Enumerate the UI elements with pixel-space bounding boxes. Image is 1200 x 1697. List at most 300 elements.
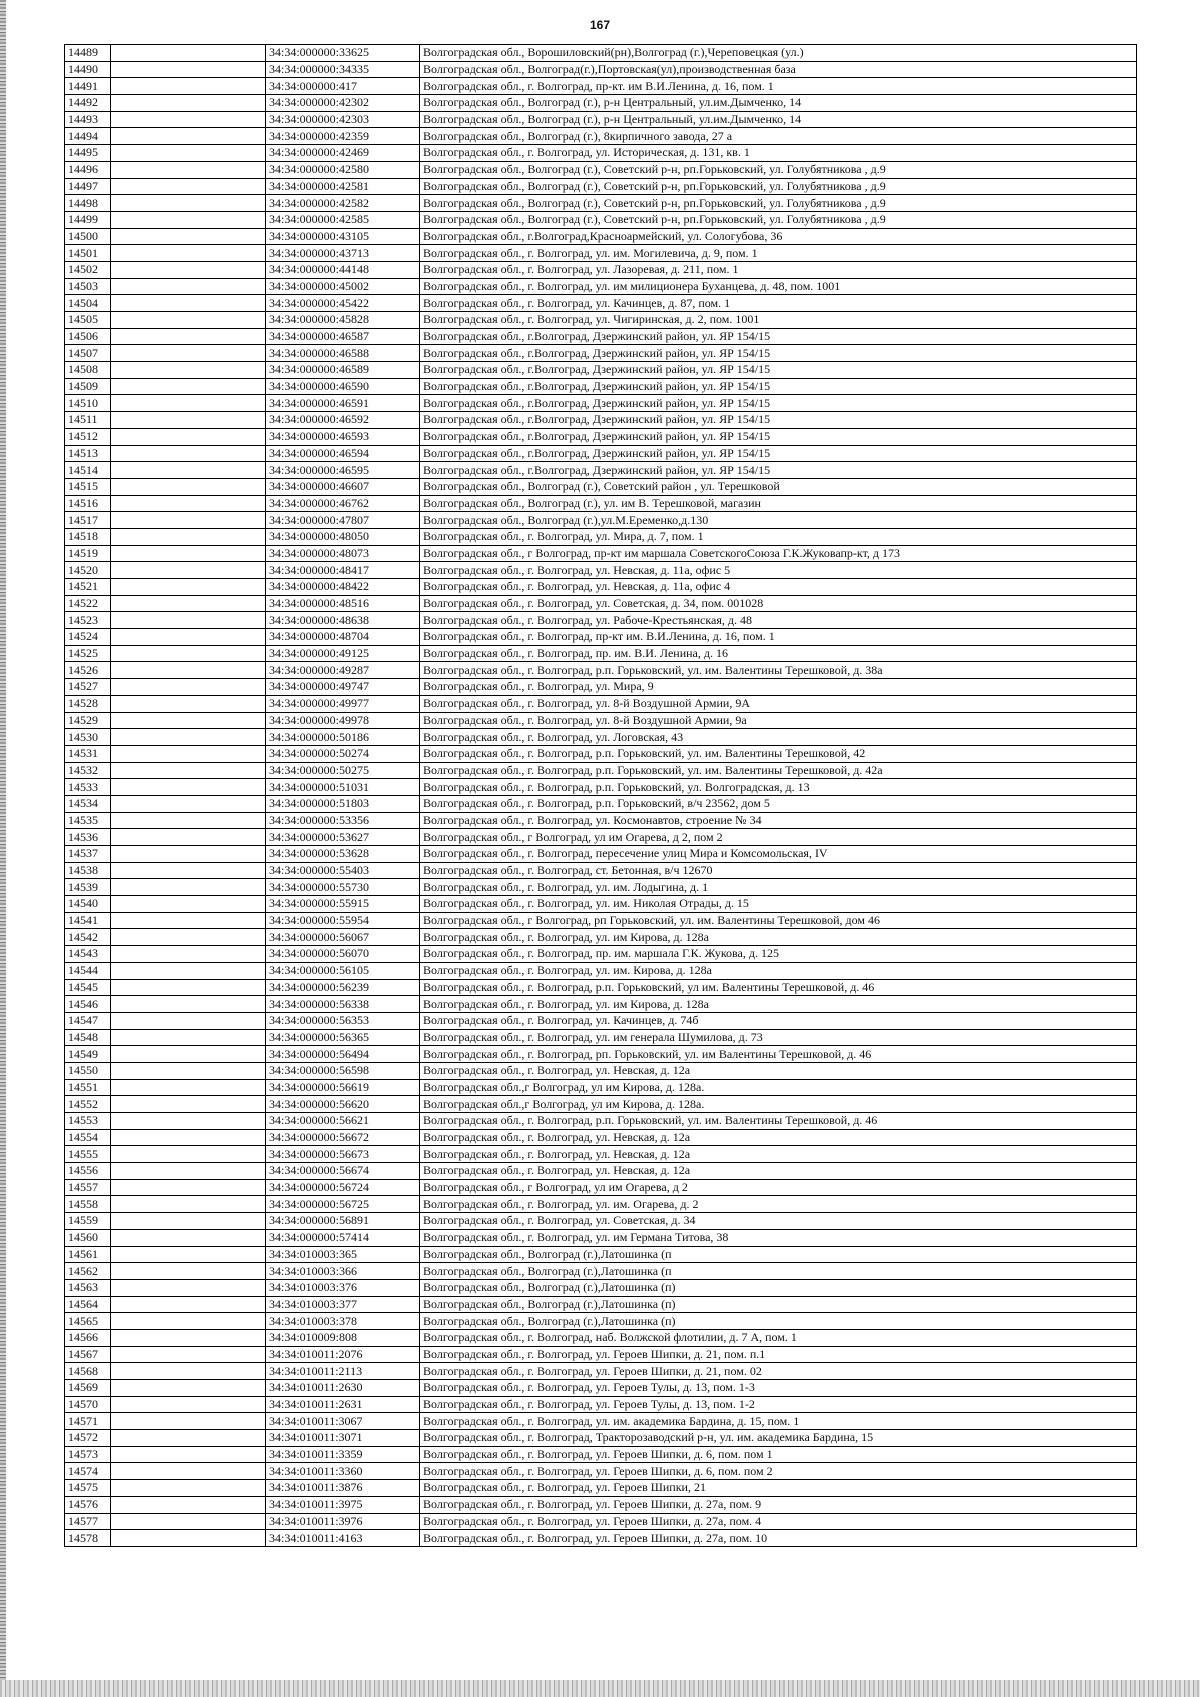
table-row <box>65 111 1137 128</box>
cadastral-number-cell: 34:34:000000:49125 <box>266 645 420 662</box>
blank-cell <box>111 662 266 679</box>
row-number-cell: 14552 <box>65 1096 111 1113</box>
address-cell: Волгоградская обл., г. Волгоград, ул. Невская, д. 12а <box>420 1129 1137 1146</box>
blank-cell <box>111 1430 266 1447</box>
cadastral-number-cell: 34:34:000000:417 <box>266 78 420 95</box>
table-row <box>65 445 1137 462</box>
address-cell: Волгоградская обл., г. Волгоград, ул. Невская, д. 11а, офис 5 <box>420 562 1137 579</box>
row-number-cell: 14573 <box>65 1446 111 1463</box>
table-row <box>65 478 1137 495</box>
row-number-cell: 14494 <box>65 128 111 145</box>
row-number-cell: 14522 <box>65 595 111 612</box>
table-row <box>65 1396 1137 1413</box>
table-row <box>65 245 1137 262</box>
cadastral-number-cell: 34:34:000000:56619 <box>266 1079 420 1096</box>
row-number-cell: 14546 <box>65 996 111 1013</box>
row-number-cell: 14502 <box>65 261 111 278</box>
address-cell: Волгоградская обл., г. Волгоград, рп. Горьковский, ул. им Валентины Терешковой, д. 46 <box>420 1046 1137 1063</box>
row-number-cell: 14506 <box>65 328 111 345</box>
cadastral-number-cell: 34:34:000000:46595 <box>266 462 420 479</box>
cadastral-number-cell: 34:34:000000:46593 <box>266 428 420 445</box>
cadastral-number-cell: 34:34:000000:53628 <box>266 846 420 863</box>
cadastral-number-cell: 34:34:000000:57414 <box>266 1229 420 1246</box>
address-cell: Волгоградская обл., г. Волгоград, р.п. Горьковский, ул. им. Валентины Терешковой, д. 46 <box>420 1113 1137 1130</box>
address-cell: Волгоградская обл., г.Волгоград, Дзержинский район, ул. ЯР 154/15 <box>420 428 1137 445</box>
blank-cell <box>111 1163 266 1180</box>
row-number-cell: 14550 <box>65 1062 111 1079</box>
row-number-cell: 14536 <box>65 829 111 846</box>
cadastral-number-cell: 34:34:010003:366 <box>266 1263 420 1280</box>
blank-cell <box>111 1346 266 1363</box>
cadastral-number-cell: 34:34:000000:55403 <box>266 862 420 879</box>
row-number-cell: 14565 <box>65 1313 111 1330</box>
address-cell: Волгоградская обл., Волгоград(г.),Портовская(ул),производственная база <box>420 61 1137 78</box>
blank-cell <box>111 528 266 545</box>
cadastral-number-cell: 34:34:000000:56620 <box>266 1096 420 1113</box>
blank-cell <box>111 278 266 295</box>
blank-cell <box>111 362 266 379</box>
blank-cell <box>111 1029 266 1046</box>
blank-cell <box>111 1380 266 1397</box>
cadastral-number-cell: 34:34:000000:49978 <box>266 712 420 729</box>
address-cell: Волгоградская обл., г. Волгоград, р.п. Горьковский, в/ч 23562, дом 5 <box>420 795 1137 812</box>
table-row <box>65 495 1137 512</box>
row-number-cell: 14489 <box>65 45 111 62</box>
address-cell: Волгоградская обл., Волгоград (г.),Латошинка (п <box>420 1246 1137 1263</box>
table-row <box>65 1513 1137 1530</box>
table-row <box>65 78 1137 95</box>
blank-cell <box>111 762 266 779</box>
row-number-cell: 14510 <box>65 395 111 412</box>
registry-table-body <box>65 45 1137 1547</box>
cadastral-number-cell: 34:34:000000:48638 <box>266 612 420 629</box>
table-row <box>65 612 1137 629</box>
address-cell: Волгоградская обл., г. Волгоград, ул. Невская, д. 12а <box>420 1163 1137 1180</box>
address-cell: Волгоградская обл., г. Волгоград, ул. Рабоче-Крестьянская, д. 48 <box>420 612 1137 629</box>
blank-cell <box>111 295 266 312</box>
table-row <box>65 428 1137 445</box>
cadastral-number-cell: 34:34:000000:46587 <box>266 328 420 345</box>
address-cell: Волгоградская обл., г. Волгоград, ул. им. Николая Отрады, д. 15 <box>420 896 1137 913</box>
blank-cell <box>111 1329 266 1346</box>
cadastral-number-cell: 34:34:000000:46589 <box>266 362 420 379</box>
row-number-cell: 14520 <box>65 562 111 579</box>
table-row <box>65 829 1137 846</box>
cadastral-number-cell: 34:34:000000:56353 <box>266 1012 420 1029</box>
blank-cell <box>111 629 266 646</box>
row-number-cell: 14561 <box>65 1246 111 1263</box>
row-number-cell: 14498 <box>65 195 111 212</box>
address-cell: Волгоградская обл., г. Волгоград, ул. им. Могилевича, д. 9, пом. 1 <box>420 245 1137 262</box>
table-row <box>65 1446 1137 1463</box>
table-row <box>65 962 1137 979</box>
table-row <box>65 312 1137 329</box>
address-cell: Волгоградская обл., Волгоград (г.),Латошинка (п <box>420 1263 1137 1280</box>
table-row <box>65 695 1137 712</box>
address-cell: Волгоградская обл., г.Волгоград,Красноармейский, ул. Сологубова, 36 <box>420 228 1137 245</box>
address-cell: Волгоградская обл., г. Волгоград, р.п. Горьковский, ул. им. Валентины Терешковой, д. 38а <box>420 662 1137 679</box>
row-number-cell: 14532 <box>65 762 111 779</box>
blank-cell <box>111 78 266 95</box>
table-row <box>65 1346 1137 1363</box>
row-number-cell: 14562 <box>65 1263 111 1280</box>
row-number-cell: 14540 <box>65 896 111 913</box>
scan-bottom-edge <box>0 1680 1200 1697</box>
address-cell: Волгоградская обл., г.Волгоград, Дзержинский район, ул. ЯР 154/15 <box>420 412 1137 429</box>
table-row <box>65 462 1137 479</box>
blank-cell <box>111 245 266 262</box>
row-number-cell: 14503 <box>65 278 111 295</box>
row-number-cell: 14553 <box>65 1113 111 1130</box>
table-row <box>65 896 1137 913</box>
address-cell: Волгоградская обл.,г Волгоград, ул им Кирова, д. 128а. <box>420 1096 1137 1113</box>
row-number-cell: 14524 <box>65 629 111 646</box>
row-number-cell: 14497 <box>65 178 111 195</box>
cadastral-number-cell: 34:34:010011:2631 <box>266 1396 420 1413</box>
blank-cell <box>111 862 266 879</box>
cadastral-number-cell: 34:34:000000:46594 <box>266 445 420 462</box>
cadastral-number-cell: 34:34:010011:3067 <box>266 1413 420 1430</box>
blank-cell <box>111 1263 266 1280</box>
blank-cell <box>111 645 266 662</box>
cadastral-number-cell: 34:34:010011:2630 <box>266 1380 420 1397</box>
address-cell: Волгоградская обл., Волгоград (г.), Советский р-н, рп.Горьковский, ул. Голубятникова , д.9 <box>420 211 1137 228</box>
address-cell: Волгоградская обл., г. Волгоград, Тракторозаводский р-н, ул. им. академика Бардина, 15 <box>420 1430 1137 1447</box>
blank-cell <box>111 1480 266 1497</box>
blank-cell <box>111 795 266 812</box>
table-row <box>65 1246 1137 1263</box>
address-cell: Волгоградская обл., г Волгоград, ул им Огарева, д 2, пом 2 <box>420 829 1137 846</box>
row-number-cell: 14518 <box>65 528 111 545</box>
table-row <box>65 395 1137 412</box>
table-row <box>65 929 1137 946</box>
table-row <box>65 1029 1137 1046</box>
row-number-cell: 14574 <box>65 1463 111 1480</box>
row-number-cell: 14501 <box>65 245 111 262</box>
blank-cell <box>111 595 266 612</box>
address-cell: Волгоградская обл., г.Волгоград, Дзержинский район, ул. ЯР 154/15 <box>420 445 1137 462</box>
cadastral-number-cell: 34:34:000000:42580 <box>266 161 420 178</box>
table-row <box>65 1380 1137 1397</box>
blank-cell <box>111 1062 266 1079</box>
blank-cell <box>111 846 266 863</box>
blank-cell <box>111 1463 266 1480</box>
cadastral-number-cell: 34:34:000000:51031 <box>266 779 420 796</box>
table-row <box>65 1129 1137 1146</box>
cadastral-number-cell: 34:34:000000:49287 <box>266 662 420 679</box>
table-row <box>65 545 1137 562</box>
row-number-cell: 14545 <box>65 979 111 996</box>
cadastral-number-cell: 34:34:000000:42585 <box>266 211 420 228</box>
row-number-cell: 14572 <box>65 1430 111 1447</box>
row-number-cell: 14537 <box>65 846 111 863</box>
cadastral-number-cell: 34:34:000000:44148 <box>266 261 420 278</box>
address-cell: Волгоградская обл., Волгоград (г.), Советский р-н, рп.Горьковский, ул. Голубятникова , д.9 <box>420 178 1137 195</box>
table-row <box>65 812 1137 829</box>
cadastral-number-cell: 34:34:000000:55954 <box>266 912 420 929</box>
row-number-cell: 14526 <box>65 662 111 679</box>
table-row <box>65 862 1137 879</box>
row-number-cell: 14575 <box>65 1480 111 1497</box>
blank-cell <box>111 879 266 896</box>
cadastral-number-cell: 34:34:000000:48417 <box>266 562 420 579</box>
row-number-cell: 14534 <box>65 795 111 812</box>
row-number-cell: 14493 <box>65 111 111 128</box>
blank-cell <box>111 378 266 395</box>
cadastral-number-cell: 34:34:000000:48422 <box>266 579 420 596</box>
address-cell: Волгоградская обл., г.Волгоград, Дзержинский район, ул. ЯР 154/15 <box>420 462 1137 479</box>
row-number-cell: 14576 <box>65 1496 111 1513</box>
table-row <box>65 1430 1137 1447</box>
row-number-cell: 14509 <box>65 378 111 395</box>
cadastral-number-cell: 34:34:000000:46592 <box>266 412 420 429</box>
row-number-cell: 14513 <box>65 445 111 462</box>
blank-cell <box>111 679 266 696</box>
row-number-cell: 14577 <box>65 1513 111 1530</box>
table-row <box>65 645 1137 662</box>
row-number-cell: 14499 <box>65 211 111 228</box>
blank-cell <box>111 61 266 78</box>
address-cell: Волгоградская обл., г. Волгоград, ул. Героев Шипки, д. 6, пом. пом 2 <box>420 1463 1137 1480</box>
table-row <box>65 1079 1137 1096</box>
row-number-cell: 14547 <box>65 1012 111 1029</box>
blank-cell <box>111 261 266 278</box>
row-number-cell: 14525 <box>65 645 111 662</box>
row-number-cell: 14559 <box>65 1213 111 1230</box>
cadastral-number-cell: 34:34:010003:376 <box>266 1279 420 1296</box>
address-cell: Волгоградская обл., г. Волгоград, пересечение улиц Мира и Комсомольская, IV <box>420 846 1137 863</box>
blank-cell <box>111 1012 266 1029</box>
blank-cell <box>111 1113 266 1130</box>
blank-cell <box>111 946 266 963</box>
cadastral-number-cell: 34:34:010011:3071 <box>266 1430 420 1447</box>
address-cell: Волгоградская обл., г. Волгоград, ул. Героев Тулы, д. 13, пом. 1-3 <box>420 1380 1137 1397</box>
row-number-cell: 14519 <box>65 545 111 562</box>
table-row <box>65 979 1137 996</box>
blank-cell <box>111 979 266 996</box>
blank-cell <box>111 395 266 412</box>
blank-cell <box>111 1413 266 1430</box>
row-number-cell: 14527 <box>65 679 111 696</box>
row-number-cell: 14504 <box>65 295 111 312</box>
table-row <box>65 512 1137 529</box>
row-number-cell: 14548 <box>65 1029 111 1046</box>
blank-cell <box>111 729 266 746</box>
blank-cell <box>111 1046 266 1063</box>
table-row <box>65 1096 1137 1113</box>
row-number-cell: 14570 <box>65 1396 111 1413</box>
address-cell: Волгоградская обл., г. Волгоград, ул. им Кирова, д. 128а <box>420 929 1137 946</box>
table-row <box>65 729 1137 746</box>
address-cell: Волгоградская обл., г. Волгоград, ул. Героев Шипки, д. 21, пом. 02 <box>420 1363 1137 1380</box>
table-row <box>65 345 1137 362</box>
address-cell: Волгоградская обл., г. Волгоград, ул. Невская, д. 11а, офис 4 <box>420 579 1137 596</box>
blank-cell <box>111 562 266 579</box>
table-row <box>65 295 1137 312</box>
blank-cell <box>111 1213 266 1230</box>
address-cell: Волгоградская обл., г. Волгоград, р.п. Горьковский, ул. им. Валентины Терешковой, д. 42а <box>420 762 1137 779</box>
cadastral-number-cell: 34:34:000000:42303 <box>266 111 420 128</box>
cadastral-number-cell: 34:34:000000:55915 <box>266 896 420 913</box>
table-row <box>65 1179 1137 1196</box>
row-number-cell: 14500 <box>65 228 111 245</box>
table-row <box>65 1196 1137 1213</box>
row-number-cell: 14521 <box>65 579 111 596</box>
row-number-cell: 14564 <box>65 1296 111 1313</box>
table-row <box>65 1062 1137 1079</box>
blank-cell <box>111 1096 266 1113</box>
address-cell: Волгоградская обл., г. Волгоград, р.п. Горьковский, ул. Волгоградская, д. 13 <box>420 779 1137 796</box>
row-number-cell: 14492 <box>65 95 111 112</box>
row-number-cell: 14542 <box>65 929 111 946</box>
blank-cell <box>111 178 266 195</box>
address-cell: Волгоградская обл., г.Волгоград, Дзержинский район, ул. ЯР 154/15 <box>420 362 1137 379</box>
cadastral-number-cell: 34:34:000000:46762 <box>266 495 420 512</box>
address-cell: Волгоградская обл., г. Волгоград, ул. Качинцев, д. 74б <box>420 1012 1137 1029</box>
blank-cell <box>111 512 266 529</box>
row-number-cell: 14549 <box>65 1046 111 1063</box>
address-cell: Волгоградская обл., г. Волгоград, пр-кт. им В.И.Ленина, д. 16, пом. 1 <box>420 78 1137 95</box>
cadastral-number-cell: 34:34:000000:47807 <box>266 512 420 529</box>
blank-cell <box>111 579 266 596</box>
address-cell: Волгоградская обл., Волгоград (г.),Латошинка (п) <box>420 1313 1137 1330</box>
cadastral-number-cell: 34:34:000000:56365 <box>266 1029 420 1046</box>
cadastral-number-cell: 34:34:010011:3876 <box>266 1480 420 1497</box>
table-row <box>65 562 1137 579</box>
address-cell: Волгоградская обл., г. Волгоград, ул. Героев Тулы, д. 13, пом. 1-2 <box>420 1396 1137 1413</box>
address-cell: Волгоградская обл., г. Волгоград, ул. им. Лодыгина, д. 1 <box>420 879 1137 896</box>
cadastral-number-cell: 34:34:000000:43105 <box>266 228 420 245</box>
cadastral-number-cell: 34:34:000000:42582 <box>266 195 420 212</box>
cadastral-number-cell: 34:34:010011:3360 <box>266 1463 420 1480</box>
blank-cell <box>111 545 266 562</box>
cadastral-number-cell: 34:34:000000:48704 <box>266 629 420 646</box>
table-row <box>65 595 1137 612</box>
cadastral-number-cell: 34:34:000000:56621 <box>266 1113 420 1130</box>
address-cell: Волгоградская обл., г. Волгоград, ул. им милиционера Буханцева, д. 48, пом. 1001 <box>420 278 1137 295</box>
row-number-cell: 14523 <box>65 612 111 629</box>
blank-cell <box>111 612 266 629</box>
cadastral-number-cell: 34:34:000000:49747 <box>266 679 420 696</box>
row-number-cell: 14505 <box>65 312 111 329</box>
table-row <box>65 946 1137 963</box>
cadastral-registry-table <box>64 44 1137 1547</box>
table-row <box>65 61 1137 78</box>
cadastral-number-cell: 34:34:000000:42469 <box>266 145 420 162</box>
cadastral-number-cell: 34:34:000000:42302 <box>266 95 420 112</box>
table-row <box>65 412 1137 429</box>
blank-cell <box>111 95 266 112</box>
table-row <box>65 1046 1137 1063</box>
row-number-cell: 14554 <box>65 1129 111 1146</box>
cadastral-number-cell: 34:34:000000:56239 <box>266 979 420 996</box>
row-number-cell: 14544 <box>65 962 111 979</box>
blank-cell <box>111 912 266 929</box>
blank-cell <box>111 1313 266 1330</box>
blank-cell <box>111 1363 266 1380</box>
cadastral-number-cell: 34:34:000000:56891 <box>266 1213 420 1230</box>
table-row <box>65 1296 1137 1313</box>
address-cell: Волгоградская обл., г. Волгоград, ул. Лазоревая, д. 211, пом. 1 <box>420 261 1137 278</box>
address-cell: Волгоградская обл., г. Волгоград, ул. Героев Шипки, д. 27а, пом. 4 <box>420 1513 1137 1530</box>
table-row <box>65 879 1137 896</box>
row-number-cell: 14539 <box>65 879 111 896</box>
address-cell: Волгоградская обл., г. Волгоград, ул. 8-й Воздушной Армии, 9А <box>420 695 1137 712</box>
row-number-cell: 14569 <box>65 1380 111 1397</box>
blank-cell <box>111 312 266 329</box>
address-cell: Волгоградская обл., г. Волгоград, ул. им. Кирова, д. 128а <box>420 962 1137 979</box>
blank-cell <box>111 1229 266 1246</box>
table-row <box>65 745 1137 762</box>
table-row <box>65 1530 1137 1547</box>
address-cell: Волгоградская обл., Ворошиловский(рн),Волгоград (г.),Череповецкая (ул.) <box>420 45 1137 62</box>
table-row <box>65 779 1137 796</box>
blank-cell <box>111 745 266 762</box>
cadastral-number-cell: 34:34:000000:56105 <box>266 962 420 979</box>
table-row <box>65 762 1137 779</box>
row-number-cell: 14541 <box>65 912 111 929</box>
address-cell: Волгоградская обл., г. Волгоград, ул. Мира, д. 7, пом. 1 <box>420 528 1137 545</box>
cadastral-number-cell: 34:34:000000:53627 <box>266 829 420 846</box>
address-cell: Волгоградская обл., г. Волгоград, ул. Героев Шипки, д. 6, пом. пом 1 <box>420 1446 1137 1463</box>
cadastral-number-cell: 34:34:010011:3359 <box>266 1446 420 1463</box>
address-cell: Волгоградская обл., г. Волгоград, ул. им генерала Шумилова, д. 73 <box>420 1029 1137 1046</box>
row-number-cell: 14578 <box>65 1530 111 1547</box>
table-row <box>65 528 1137 545</box>
row-number-cell: 14507 <box>65 345 111 362</box>
cadastral-number-cell: 34:34:000000:49977 <box>266 695 420 712</box>
table-row <box>65 1012 1137 1029</box>
row-number-cell: 14515 <box>65 478 111 495</box>
table-row <box>65 1463 1137 1480</box>
blank-cell <box>111 111 266 128</box>
address-cell: Волгоградская обл., г. Волгоград, ул. Героев Шипки, 21 <box>420 1480 1137 1497</box>
cadastral-number-cell: 34:34:000000:46590 <box>266 378 420 395</box>
table-row <box>65 1279 1137 1296</box>
row-number-cell: 14551 <box>65 1079 111 1096</box>
blank-cell <box>111 462 266 479</box>
cadastral-number-cell: 34:34:000000:56672 <box>266 1129 420 1146</box>
cadastral-number-cell: 34:34:010003:378 <box>266 1313 420 1330</box>
address-cell: Волгоградская обл., г. Волгоград, наб. Волжской флотилии, д. 7 А, пом. 1 <box>420 1329 1137 1346</box>
table-row <box>65 178 1137 195</box>
table-row <box>65 1413 1137 1430</box>
address-cell: Волгоградская обл., г. Волгоград, р.п. Горьковский, ул. им. Валентины Терешковой, 42 <box>420 745 1137 762</box>
address-cell: Волгоградская обл., г. Волгоград, ул. им. Огарева, д. 2 <box>420 1196 1137 1213</box>
blank-cell <box>111 1196 266 1213</box>
row-number-cell: 14528 <box>65 695 111 712</box>
row-number-cell: 14490 <box>65 61 111 78</box>
cadastral-number-cell: 34:34:000000:56674 <box>266 1163 420 1180</box>
row-number-cell: 14530 <box>65 729 111 746</box>
blank-cell <box>111 1396 266 1413</box>
blank-cell <box>111 161 266 178</box>
address-cell: Волгоградская обл., г.Волгоград, Дзержинский район, ул. ЯР 154/15 <box>420 395 1137 412</box>
table-row <box>65 1263 1137 1280</box>
cadastral-number-cell: 34:34:000000:46591 <box>266 395 420 412</box>
table-row <box>65 362 1137 379</box>
blank-cell <box>111 1079 266 1096</box>
table-row <box>65 679 1137 696</box>
address-cell: Волгоградская обл., г.Волгоград, Дзержинский район, ул. ЯР 154/15 <box>420 345 1137 362</box>
blank-cell <box>111 1513 266 1530</box>
blank-cell <box>111 328 266 345</box>
table-row <box>65 1496 1137 1513</box>
cadastral-number-cell: 34:34:010011:2076 <box>266 1346 420 1363</box>
blank-cell <box>111 195 266 212</box>
address-cell: Волгоградская обл., Волгоград (г.), р-н Центральный, ул.им.Дымченко, 14 <box>420 111 1137 128</box>
table-row <box>65 378 1137 395</box>
